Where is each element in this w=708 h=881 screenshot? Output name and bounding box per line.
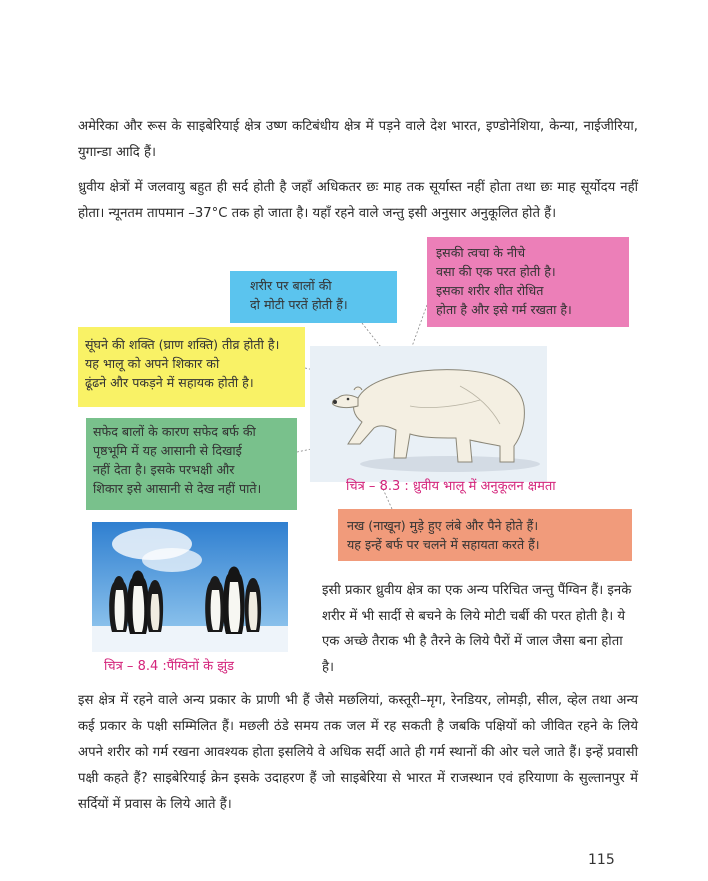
polar-bear-figure: [310, 346, 547, 482]
page-number: 115: [588, 852, 615, 868]
polar-bear-illustration: [310, 346, 547, 482]
callout-skin-line-2: वसा की एक परत होती है।: [436, 264, 556, 279]
figure-caption-penguins: चित्र – 8.4 :पैंग्विनों के झुंड: [104, 659, 234, 674]
callout-hair-line-1: शरीर पर बालों की: [250, 278, 332, 293]
callout-smell-line-2: यह भालू को अपने शिकार को: [85, 356, 220, 371]
callout-hair-layers: [230, 271, 397, 323]
paragraph-polar-climate: ध्रुवीय क्षेत्रों में जलवायु बहुत ही सर्द होती है जहाँ अधिकतर छः माह तक सूर्यास्त नहीं होता तथा छः माह सूर्योदय नहीं होता। न्यूनतम तापमान –37°C तक हो जाता है। यहाँ रहने वाले जन्तु इसी अनुसार अनुकूलित होते हैं।: [78, 180, 638, 221]
callout-fat-layer: [427, 237, 629, 327]
callout-skin-line-3: इसका शरीर शीत रोधित: [436, 283, 544, 298]
callout-claws-line-2: यह इन्हें बर्फ पर चलने में सहायता करते हैं।: [347, 537, 540, 552]
callout-fur-line-4: शिकार इसे आसानी से देख नहीं पाते।: [93, 481, 262, 496]
callout-skin-line-4: होता है और इसे गर्म रखता है।: [436, 302, 572, 317]
paragraph-tropical-countries: अमेरिका और रूस के साइबेरियाई क्षेत्र उष्ण कटिबंधीय क्षेत्र में पड़ने वाले देश भारत, इण्डोनेशिया, केन्या, नाईजीरिया, युगान्डा आदि हैं।: [78, 119, 638, 160]
callout-white-fur: [86, 418, 297, 510]
callout-fur-line-3: नहीं देता है। इसके परभक्षी और: [93, 462, 235, 477]
figure-caption-polar-bear: चित्र – 8.3 : ध्रुवीय भालू में अनुकूलन क्षमता: [346, 479, 556, 494]
callout-hair-line-2: दो मोटी परतें होती हैं।: [250, 297, 348, 312]
callout-smell: [78, 327, 305, 407]
callout-skin-line-1: इसकी त्वचा के नीचे: [436, 245, 526, 260]
paragraph-penguin: इसी प्रकार ध्रुवीय क्षेत्र का एक अन्य परिचित जन्तु पैंग्विन हैं। इनके शरीर में भी सार्दी से बचने के लिये मोटी चर्बी की परत होती है। ये एक अच्छे तैराक भी है तैरने के लिये पैरों में जाल जैसा बना होता है।: [322, 583, 632, 675]
callout-fur-line-2: पृष्ठभूमि में यह आसानी से दिखाई: [93, 443, 242, 458]
callout-fur-line-1: सफेद बालों के कारण सफेद बर्फ की: [93, 424, 256, 439]
callout-claws: [338, 509, 632, 561]
callout-smell-line-1: सूंघने की शक्ति (घ्राण शक्ति) तीव्र होती है।: [85, 337, 280, 352]
callout-smell-line-3: ढूंढने और पकड़ने में सहायक होती है।: [85, 375, 254, 390]
penguin-photo: [92, 522, 288, 652]
paragraph-migratory-birds: इस क्षेत्र में रहने वाले अन्य प्रकार के प्राणी भी हैं जैसे मछलियां, कस्तूरी–मृग, रेनडियर, लोमड़ी, सील, व्हेल तथा अन्य कई प्रकार के पक्षी सम्मिलित हैं। मछली ठंडे समय तक जल में रह सकती है जबकि पक्षियों को जीवित रहने के लिये अपने शरीर को गर्म रखना आवश्यक होता इसलिये वे अधिक सर्दी आते ही गर्म स्थानों की ओर चले जाते हैं। इन्हें प्रवासी पक्षी कहते हैं? साइबेरियाई क्रेन इसके उदाहरण हैं जो साइबेरिया से भारत में राजस्थान एवं हरियाणा के सुल्तानपुर में सर्दियों में प्रवास के लिये आते हैं।: [78, 693, 639, 812]
callout-claws-line-1: नख (नाखून) मुड़े हुए लंबे और पैने होते हैं।: [347, 518, 539, 533]
